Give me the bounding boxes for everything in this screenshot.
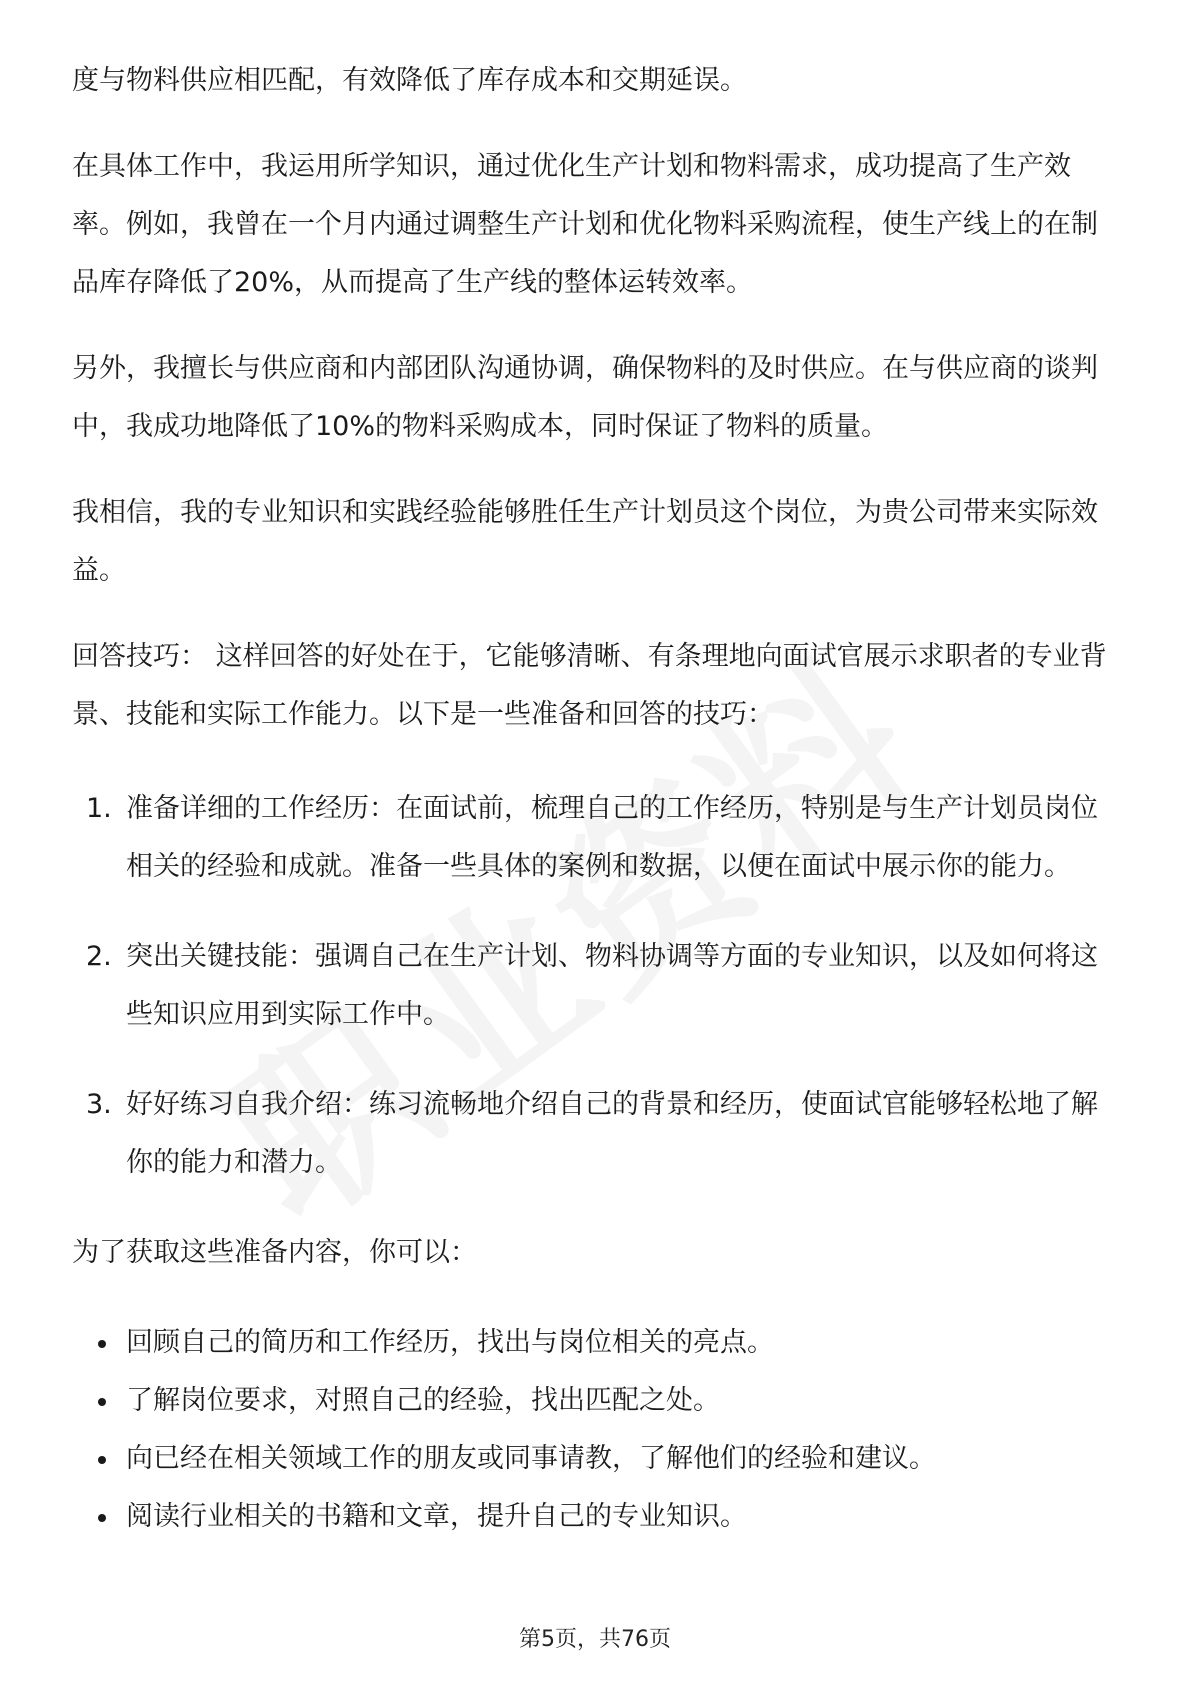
list-item-text: 向已经在相关领域工作的朋友或同事请教，了解他们的经验和建议。 [126, 1443, 936, 1474]
list-item [72, 1430, 1122, 1488]
paragraph-intro-tail: 度与物料供应相匹配，有效降低了库存成本和交期延误。 [72, 65, 747, 96]
list-item [72, 1076, 1122, 1192]
list-number: 3. [86, 1089, 112, 1120]
paragraph-conclusion: 我相信，我的专业知识和实践经验能够胜任生产计划员这个岗位，为贵公司带来实际效益。 [72, 497, 1098, 586]
list-item-text: 回顾自己的简历和工作经历，找出与岗位相关的亮点。 [126, 1327, 774, 1358]
bullet-icon [98, 1398, 106, 1406]
bullet-icon [98, 1456, 106, 1464]
list-item-text: 准备详细的工作经历：在面试前，梳理自己的工作经历，特别是与生产计划员岗位相关的经验和成就。准备一些具体的案例和数据，以便在面试中展示你的能力。 [126, 793, 1098, 882]
paragraph-answer-tips: 回答技巧： 这样回答的好处在于，它能够清晰、有条理地向面试官展示求职者的专业背景、技能和实际工作能力。以下是一些准备和回答的技巧： [72, 641, 1107, 730]
list-item-text: 了解岗位要求，对照自己的经验，找出匹配之处。 [126, 1385, 720, 1416]
list-item [72, 1488, 1122, 1546]
bullet-icon [98, 1340, 106, 1348]
list-item [72, 1314, 1122, 1372]
list-item-text: 突出关键技能：强调自己在生产计划、物料协调等方面的专业知识，以及如何将这些知识应用到实际工作中。 [126, 941, 1098, 1030]
list-number: 2. [86, 941, 112, 972]
list-item [72, 928, 1122, 1044]
bullet-list [72, 1314, 1122, 1546]
bullet-icon [98, 1514, 106, 1522]
list-item-text: 阅读行业相关的书籍和文章，提升自己的专业知识。 [126, 1501, 747, 1532]
paragraph-work-example: 在具体工作中，我运用所学知识，通过优化生产计划和物料需求，成功提高了生产效率。例如，我曾在一个月内通过调整生产计划和优化物料采购流程，使生产线上的在制品库存降低了20%，从而提高了生产线的整体运转效率。 [72, 151, 1098, 298]
page-number: 第5页，共76页 [519, 1627, 671, 1652]
paragraph-preparation: 为了获取这些准备内容，你可以： [72, 1237, 477, 1268]
list-number: 1. [86, 793, 112, 824]
list-item [72, 780, 1122, 896]
list-item [72, 1372, 1122, 1430]
list-item-text: 好好练习自我介绍：练习流畅地介绍自己的背景和经历，使面试官能够轻松地了解你的能力和潜力。 [126, 1089, 1098, 1178]
paragraph-supplier: 另外，我擅长与供应商和内部团队沟通协调，确保物料的及时供应。在与供应商的谈判中，我成功地降低了10%的物料采购成本，同时保证了物料的质量。 [72, 353, 1098, 442]
document-body [72, 52, 1122, 1546]
tips-list [72, 780, 1122, 1192]
